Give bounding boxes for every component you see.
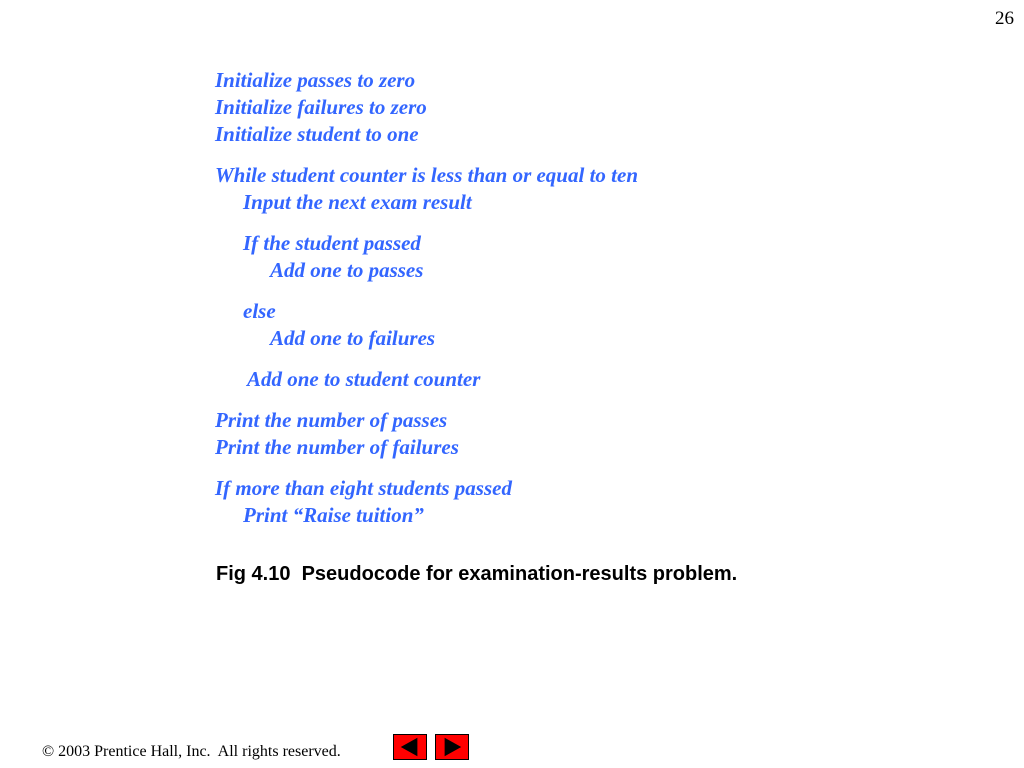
pseudocode-line: Add one to student counter [247,367,481,391]
pseudocode-line: Initialize passes to zero [215,68,416,92]
else-group [215,298,915,352]
next-slide-button[interactable] [435,734,469,760]
init-group [215,67,915,148]
copyright-notice: © 2003 Prentice Hall, Inc. All rights reserved. [42,743,341,760]
figure-caption: Fig 4.10 Pseudocode for examination-results problem. [216,563,738,585]
previous-slide-button[interactable] [393,734,427,760]
left-arrow-icon [394,735,426,759]
pseudocode-line: Initialize student to one [215,122,419,146]
if-group [215,230,915,284]
print-group [215,407,915,461]
pseudocode-line: Add one to failures [270,326,436,350]
tuition-group [215,475,915,529]
pseudocode-line: Print “Raise tuition” [243,503,424,527]
pseudocode-block [215,67,915,543]
pseudocode-line: Input the next exam result [243,190,472,214]
pseudocode-line: Initialize failures to zero [215,95,427,119]
page-number: 26 [995,8,1014,29]
pseudocode-line: If the student passed [243,231,421,255]
pseudocode-line: Print the number of passes [215,408,448,432]
pseudocode-line: While student counter is less than or equal to ten [215,163,638,187]
right-arrow-icon [436,735,468,759]
pseudocode-line: If more than eight students passed [215,476,512,500]
pseudocode-line: else [243,299,276,323]
pseudocode-line: Print the number of failures [215,435,459,459]
pseudocode-line: Add one to passes [270,258,424,282]
while-group [215,162,915,216]
counter-group [215,366,915,393]
